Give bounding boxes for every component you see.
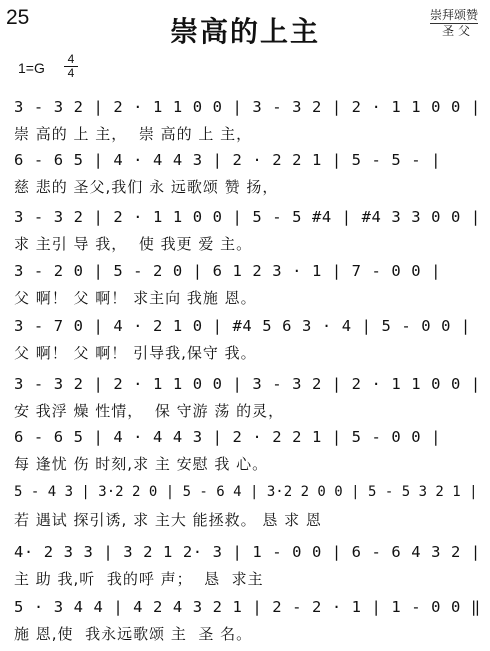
score-line-2-notes: 6 - 6 5 | 4 · 4 4 3 | 2 · 2 2 1 | 5 - 5 - | xyxy=(14,151,442,169)
score-line-4-notes: 3 - 2 0 | 5 - 2 0 | 6 1 2 3 · 1 | 7 - 0 0 | xyxy=(14,262,442,280)
time-signature-bottom: 4 xyxy=(67,66,75,80)
hymn-category: 崇拜颂赞 xyxy=(429,8,478,22)
score-line-8-notes: 5 - 4 3 | 3·2 2 0 | 5 - 6 4 | 3·2 2 0 0 | 5 - 5 3 2 1 | xyxy=(14,484,478,500)
hymn-title: 崇高的上主 xyxy=(169,15,320,48)
hymn-author: 圣 父 xyxy=(442,24,470,38)
score-line-8-lyrics: 若 遇试 探引诱, 求 主大 能拯救。 恳 求 恩 xyxy=(14,511,322,529)
score-line-9-lyrics: 主 助 我,听 我的呼 声； 恳 求主 xyxy=(14,570,264,588)
score-line-4-lyrics: 父 啊！ 父 啊！ 求主向 我施 恩。 xyxy=(14,289,257,307)
score-line-7-lyrics: 每 逢忧 伤 时刻,求 主 安慰 我 心。 xyxy=(14,455,269,473)
score-line-1-lyrics: 崇 高的 上 主， 崇 高的 上 主， xyxy=(14,125,253,143)
score-line-9-notes: 4· 2 3 3 | 3 2 1 2· 3 | 1 - 0 0 | 6 - 6 4 3 2 | xyxy=(14,543,481,561)
score-line-2-lyrics: 慈 悲的 圣父,我们 永 远歌颂 赞 扬， xyxy=(14,178,279,196)
score-line-6-lyrics: 安 我浮 燥 性情， 保 守游 荡 的灵， xyxy=(14,402,285,420)
hymn-number: 25 xyxy=(6,6,30,29)
score-line-5-notes: 3 - 7 0 | 4 · 2 1 0 | #4 5 6 3 · 4 | 5 - 0 0 | xyxy=(14,317,471,335)
score-line-10-notes: 5 · 3 4 4 | 4 2 4 3 2 1 | 2 - 2 · 1 | 1 - 0 0 ‖ xyxy=(14,598,481,616)
score-line-10-lyrics: 施 恩,使 我永远歌颂 主 圣 名。 xyxy=(14,625,253,643)
score-line-1-notes: 3 - 3 2 | 2 · 1 1 0 0 | 3 - 3 2 | 2 · 1 1 0 0 | xyxy=(14,98,481,116)
key-signature: 1=G xyxy=(18,60,45,76)
score-line-5-lyrics: 父 啊！ 父 啊！ 引导我,保守 我。 xyxy=(14,344,257,362)
score-line-7-notes: 6 - 6 5 | 4 · 4 4 3 | 2 · 2 2 1 | 5 - 0 0 | xyxy=(14,428,442,446)
score-line-3-notes: 3 - 3 2 | 2 · 1 1 0 0 | 5 - 5 #4 | #4 3 3 0 0 | xyxy=(14,208,481,226)
time-signature-top: 4 xyxy=(67,52,75,66)
score-line-3-lyrics: 求 主引 导 我， 使 我更 爱 主。 xyxy=(14,235,253,253)
time-signature xyxy=(64,54,78,79)
score-line-6-notes: 3 - 3 2 | 2 · 1 1 0 0 | 3 - 3 2 | 2 · 1 1 0 0 | xyxy=(14,375,481,393)
